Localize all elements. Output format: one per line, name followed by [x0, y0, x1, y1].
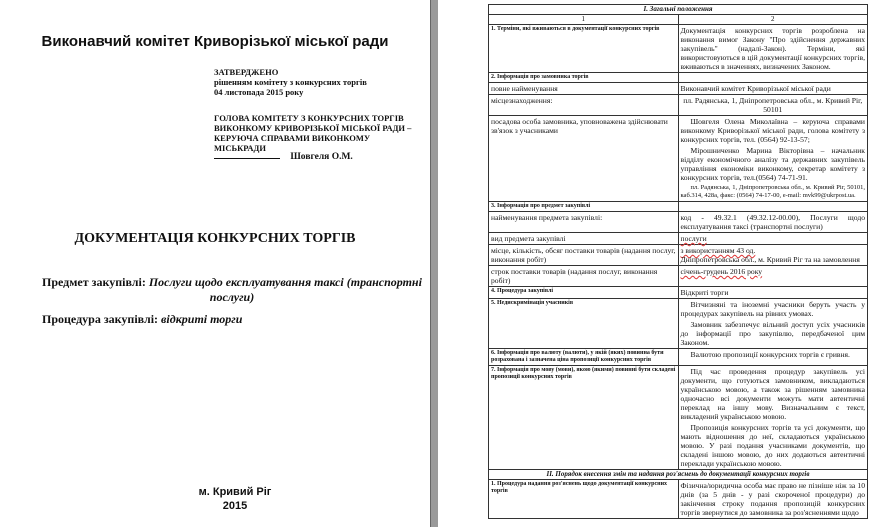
- row-contact-value: [678, 116, 868, 202]
- row-language-value: [678, 366, 868, 470]
- city-name: м. Кривий Ріг: [198, 486, 272, 498]
- row-subject-type-label: вид предмета закупівлі: [489, 233, 679, 245]
- row-fullname-label: повне найменування: [489, 83, 679, 95]
- row-location-value: пл. Радянська, 1, Дніпропетровська обл., м. Кривий Ріг, 50101: [678, 95, 868, 116]
- document-year: 2015: [222, 500, 248, 512]
- nondiscrimination-p1: Вітчизняні та іноземні учасники беруть участь у процедурах закупівель на рівних умовах.: [680, 300, 865, 318]
- column-number-2: 2: [678, 15, 868, 25]
- tender-info-table: [488, 4, 868, 519]
- row-subject-empty: [678, 202, 868, 212]
- row-term-value: [678, 266, 868, 287]
- language-p1: Під час проведення процедур закупівель усі документи, що готуються замовником, викладаються українською мовою, а також за рішенням замовника одночасно всі документи можуть мати автентичні переклад на іншу мову. Визначальним є текст, викладений українською мовою.: [680, 367, 865, 421]
- row-subject-name-value: код - 49.32.1 (49.32.12-00.00), Послуги щодо експлуатування таксі (транспортні послуги): [678, 212, 868, 233]
- column-number-1: 1: [489, 15, 679, 25]
- row-procedure-value: Відкриті торги: [678, 287, 868, 299]
- language-p2: Пропозиція конкурсних торгів та усі документи, що мають відношення до неї, складаються українською мовою. У разі подання учасниками документів, що складені іншою мовою, до них додаються автентичні переклади українською мовою.: [680, 423, 865, 468]
- approved-heading: ЗАТВЕРДЖЕНО: [214, 67, 279, 77]
- row-terms-label: 1. Терміни, які вживаються в документації конкурсних торгів: [489, 25, 679, 73]
- row-procedure-label: 4. Процедура закупівлі: [489, 287, 679, 299]
- row-subject-type-value: [678, 233, 868, 245]
- nondiscrimination-p2: Замовник забезпечує вільний доступ усіх учасників до інформації про закупівлю, передбаченої цим Законом.: [680, 320, 865, 347]
- row-nondiscrimination-label: 5. Недискримінація учасників: [489, 299, 679, 349]
- approved-by: рішенням комітету з конкурсних торгів: [214, 77, 367, 87]
- row-currency-value: [678, 349, 868, 366]
- row-clarification-value: Фізична/юридична особа має право не пізніше ніж за 10 днів (за 5 днів - у разі скороченої процедури) до закінчення строку подання пропозицій конкурсних торгів звернутися до замовника за роз'ясненнями щодо: [678, 480, 868, 519]
- row-subject-label: 3. Інформація про предмет закупівлі: [489, 202, 679, 212]
- organization-title: Виконавчий комітет Криворізької міської ради: [41, 33, 389, 50]
- subject-value-line1: Послуги щодо експлуатування таксі (транспортні: [148, 275, 422, 289]
- contact-person-1: Шовгеля Олена Миколаївна – керуюча справами виконкому Криворізької міської ради, голова комітету з конкурсних торгів, тел. (0564) 92-13-57;: [680, 117, 865, 144]
- row-language-label: 7. Інформація про мову (мови), якою (якими) повинні бути складені пропозиції конкурсних торгів: [489, 366, 679, 470]
- procurement-procedure: [42, 312, 242, 327]
- row-currency-label: 6. Інформація про валюту (валюти), у якій (яких) повинна бути розрахована і зазначена ціна пропозиції конкурсних торгів: [489, 349, 679, 366]
- place-line-1: з використанням 43 од.: [680, 246, 756, 255]
- row-terms-value: Документація конкурсних торгів розроблена на виконання вимог Закону "Про здійснення державних закупівель" (надалі-Закон). Терміни, які використовуються в цій документації конкурсних торгів, вживаються в значеннях, визначених Законом.: [678, 25, 868, 73]
- committee-head-title: ГОЛОВА КОМІТЕТУ З КОНКУРСНИХ ТОРГІВ ВИКОНКОМУ КРИВОРІЗЬКОЇ МІСЬКОЇ РАДИ – КЕРУЮЧА СПРАВАМИ ВИКОНКОМУ МІСЬКРАДИ: [214, 113, 412, 153]
- row-place-label: місце, кількість, обсяг поставки товарів (надання послуг, виконання робіт): [489, 245, 679, 266]
- row-customer-empty: [678, 73, 868, 83]
- procurement-subject: [42, 275, 422, 305]
- procedure-label: Процедура закупівлі:: [42, 312, 159, 326]
- left-document-page: [0, 0, 431, 527]
- row-subject-name-label: найменування предмета закупівлі:: [489, 212, 679, 233]
- approved-date: 04 листопада 2015 року: [214, 87, 304, 97]
- subject-value-line2: послуги): [209, 290, 255, 304]
- contact-person-2: Мірошниченко Марина Вікторівна – начальник відділу економічного аналізу та державних закупівель управління економіки виконкому, секретар комітету з конкурсних торгів, тел.(0564) 74-71-91.: [680, 146, 865, 182]
- signature-blank: [214, 158, 280, 159]
- signature-line: [214, 152, 353, 162]
- row-term-label: строк поставки товарів (надання послуг, виконання робіт): [489, 266, 679, 287]
- right-document-page: [438, 0, 869, 527]
- row-nondiscrimination-value: [678, 299, 868, 349]
- subject-label: Предмет закупівлі:: [42, 275, 146, 289]
- row-clarification-label: 1. Процедура надання роз'яснень щодо документації конкурсних торгів: [489, 480, 679, 519]
- row-place-value: [678, 245, 868, 266]
- row-fullname-value: Виконавчий комітет Криворізької міської ради: [678, 83, 868, 95]
- document-title: ДОКУМЕНТАЦІЯ КОНКУРСНИХ ТОРГІВ: [74, 231, 356, 246]
- currency-text: Валютою пропозиції конкурсних торгів є гривня.: [690, 350, 850, 359]
- row-contact-label: посадова особа замовника, уповноважена здійснювати зв'язок з учасниками: [489, 116, 679, 202]
- section-heading-changes: ІІ. Порядок внесення змін та надання роз'яснень до документації конкурсних торгів: [489, 470, 868, 480]
- procedure-value: відкриті торги: [161, 312, 243, 326]
- approval-block: [214, 67, 367, 97]
- section-heading-general: І. Загальні положення: [489, 5, 868, 15]
- contact-address: пл. Радянська, 1, Дніпропетровська обл., м. Кривий Ріг, 50101, каб.314, 428а, факс: (0564) 74-17-00, e-mail: mvk99@ukrpost.ua.: [680, 184, 865, 199]
- city-year-block: [0, 485, 431, 513]
- place-line-2: Дніпропетровська обл., м. Кривий Ріг та на замовлення: [680, 255, 860, 264]
- subject-type-text: послуги: [680, 234, 707, 243]
- term-text: січень-грудень 2016 року: [680, 267, 763, 276]
- row-location-label: місцезнаходження:: [489, 95, 679, 116]
- row-customer-label: 2. Інформація про замовника торгів: [489, 73, 679, 83]
- signatory-name: Шовгеля О.М.: [290, 152, 353, 162]
